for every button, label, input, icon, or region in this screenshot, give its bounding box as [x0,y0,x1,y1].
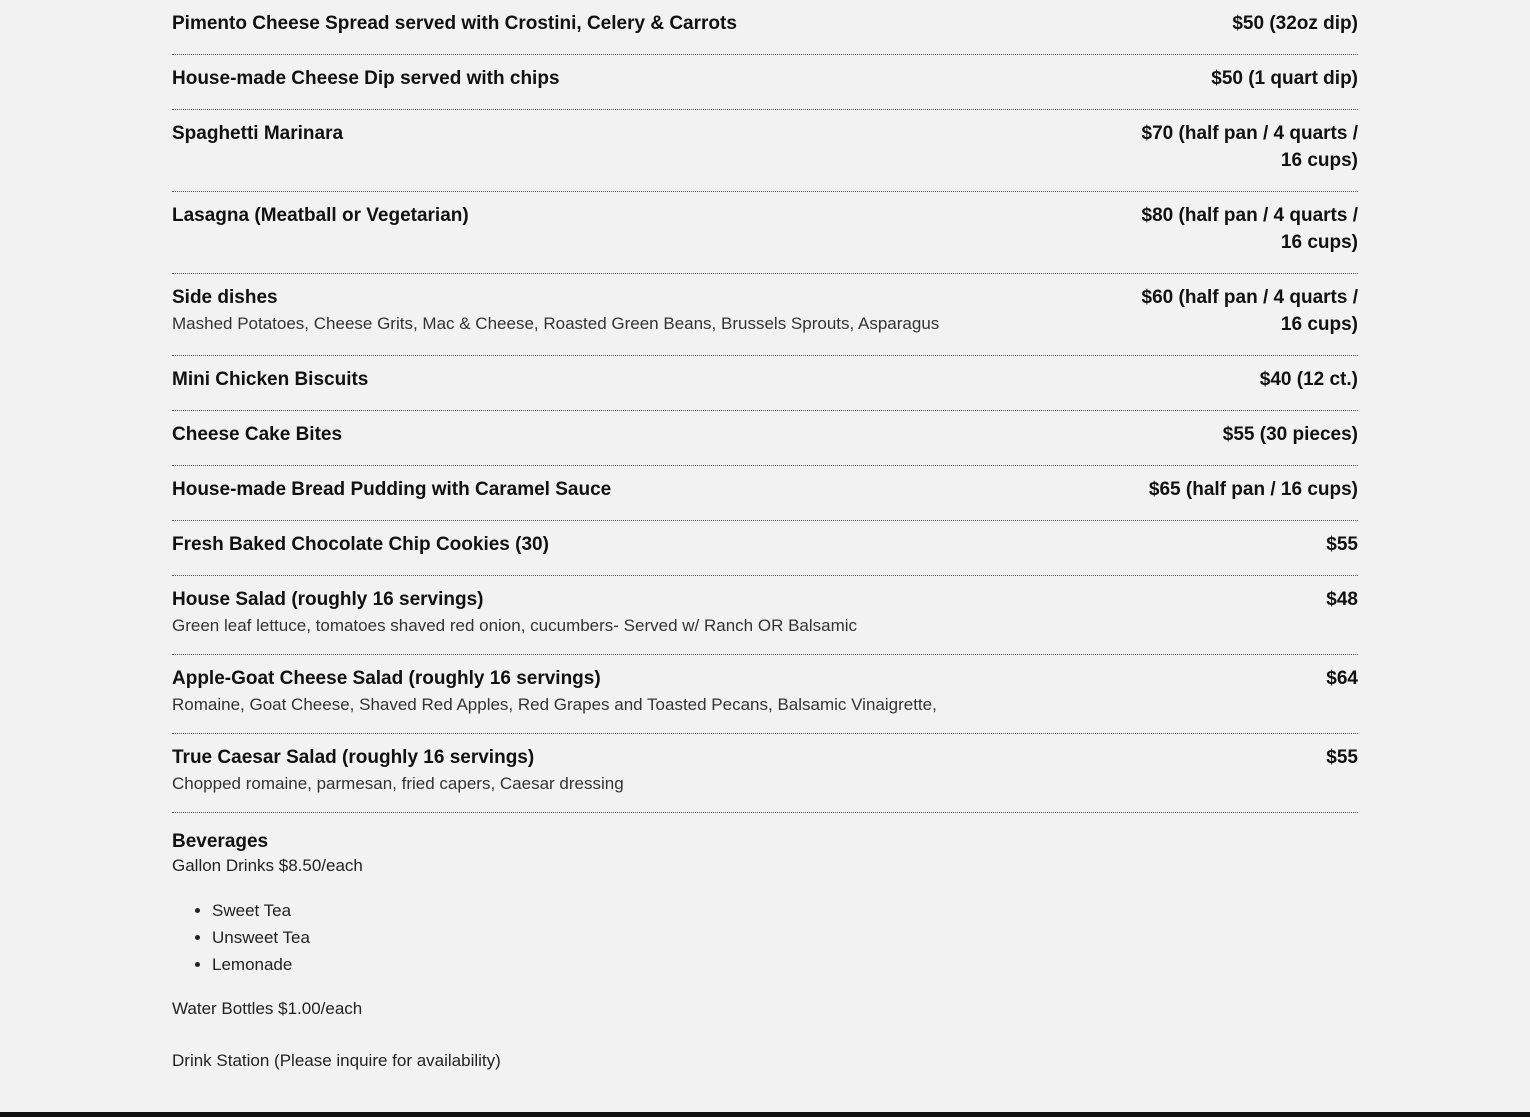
beverage-item: • Lemonade [212,951,1358,978]
gallon-drinks-price: Gallon Drinks $8.50/each [172,856,363,875]
beverage-item: • Sweet Tea [212,897,1358,924]
menu-item [172,521,1358,576]
menu-item-details [172,65,1211,92]
menu-item-name: Mini Chicken Biscuits [172,369,369,390]
menu-item-name: House-made Bread Pudding with Caramel Sauce [172,479,612,500]
menu-item-name: Fresh Baked Chocolate Chip Cookies (30) [172,534,549,555]
beverage-item: • Unsweet Tea [212,924,1358,951]
bottom-divider-bar [0,1112,1530,1117]
menu-item-price: $65 (half pan / 16 cups) [1148,479,1358,500]
menu-item-price: $40 (12 ct.) [1259,369,1358,390]
menu-item-price: $55 (30 pieces) [1222,424,1358,445]
menu-item [172,192,1358,274]
menu-item-price: $55 [1326,534,1358,555]
menu-item-details [172,586,1326,637]
menu-item-price: $70 (half pan / 4 quarts / 16 cups) [1141,123,1358,171]
drink-station-note: Drink Station (Please inquire for availability) [172,1051,501,1070]
menu-item-price: $64 [1326,668,1358,689]
beverages-section [172,813,1358,1072]
menu-items [172,0,1358,813]
menu-item-description: Chopped romaine, parmesan, fried capers, Caesar dressing [172,774,624,793]
menu-item-name: Lasagna (Meatball or Vegetarian) [172,205,469,226]
menu-item-details [172,421,1223,448]
menu-item-price: $80 (half pan / 4 quarts / 16 cups) [1141,205,1358,253]
menu-item [172,734,1358,813]
menu-item [172,274,1358,356]
menu-item-details [172,366,1260,393]
menu-item-price: $50 (32oz dip) [1232,13,1358,34]
menu-item-name: Side dishes [172,287,278,308]
menu-item-name: House-made Cheese Dip served with chips [172,68,560,89]
menu-item-details [172,476,1149,503]
water-bottles-price: Water Bottles $1.00/each [172,999,363,1018]
menu-item-name: House Salad (roughly 16 servings) [172,589,484,610]
menu-item-name: Spaghetti Marinara [172,123,344,144]
beverages-title: Beverages [172,831,269,852]
menu-item-details [172,284,1118,335]
beverage-list [172,897,1358,978]
menu-item-name: Apple-Goat Cheese Salad (roughly 16 servings) [172,668,601,689]
menu-item-details [172,744,1326,795]
menu-item [172,655,1358,734]
menu-item-price: $55 [1326,747,1358,768]
menu-item-details [172,531,1326,558]
menu-item-details [172,202,1118,229]
menu-item-description: Green leaf lettuce, tomatoes shaved red onion, cucumbers- Served w/ Ranch OR Balsamic [172,616,858,635]
menu-item-description: Romaine, Goat Cheese, Shaved Red Apples, Red Grapes and Toasted Pecans, Balsamic Vinaigrette, [172,695,937,714]
menu-item-price: $50 (1 quart dip) [1211,68,1358,89]
menu-item-details [172,665,1326,716]
menu-item [172,0,1358,55]
menu-item-details [172,10,1232,37]
menu-item-name: Pimento Cheese Spread served with Crostini, Celery & Carrots [172,13,737,34]
menu-item-name: True Caesar Salad (roughly 16 servings) [172,747,535,768]
menu-item-name: Cheese Cake Bites [172,424,343,445]
menu-item [172,576,1358,655]
menu-item-price: $60 (half pan / 4 quarts / 16 cups) [1141,287,1358,335]
menu-item [172,110,1358,192]
menu-item-price: $48 [1326,589,1358,610]
menu-item [172,356,1358,411]
menu-item-details [172,120,1118,147]
menu-item-description: Mashed Potatoes, Cheese Grits, Mac & Cheese, Roasted Green Beans, Brussels Sprouts, Asparagus [172,314,940,333]
menu-item [172,466,1358,521]
menu-item [172,411,1358,466]
menu-item [172,55,1358,110]
catering-menu [172,0,1358,1072]
